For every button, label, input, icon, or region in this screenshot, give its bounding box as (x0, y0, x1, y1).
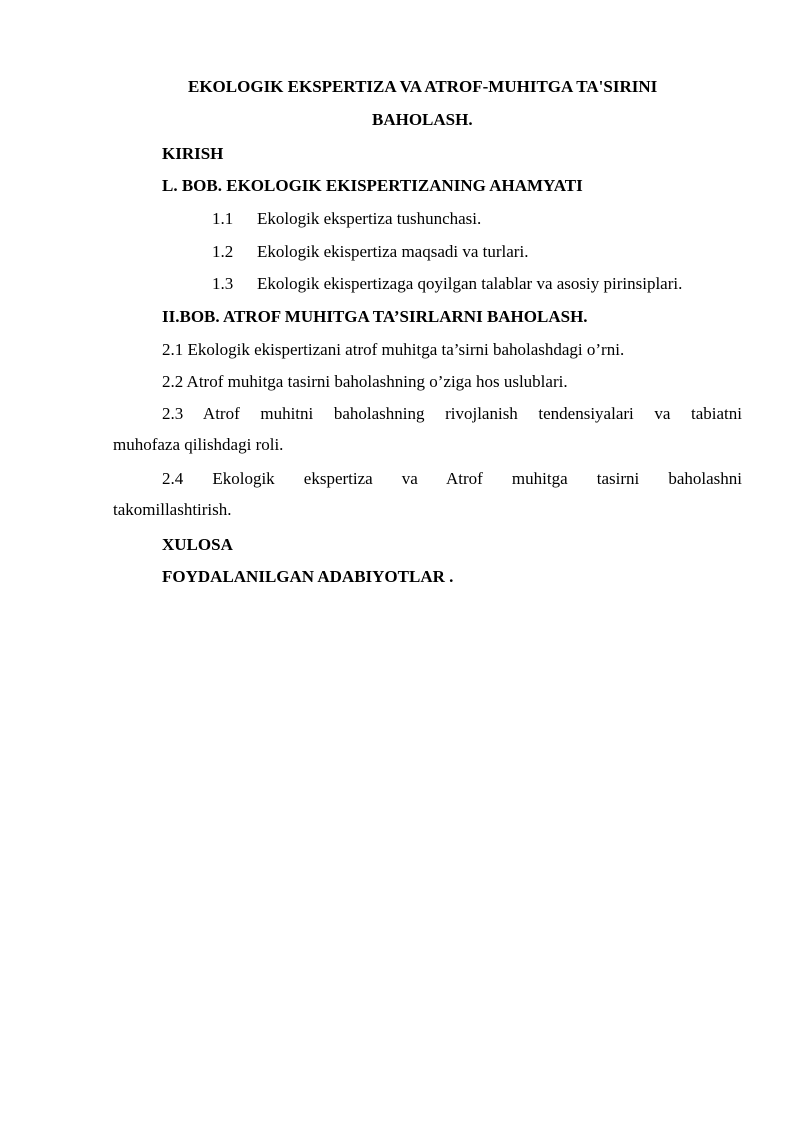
toc-item-2-4-line-1: 2.4 Ekologik ekspertiza va Atrof muhitga tasirni baholashni (162, 469, 742, 488)
toc-item-2-1: 2.1 Ekologik ekispertizani atrof muhitga ta’sirni baholashdagi o’rni. (162, 340, 625, 359)
toc-item-text: Ekologik ekispertizaga qoyilgan talablar va asosiy pirinsiplari. (257, 274, 683, 293)
toc-item-2-2: 2.2 Atrof muhitga tasirni baholashning o’ziga hos uslublari. (162, 372, 568, 391)
toc-item-text: Ekologik ekispertiza maqsadi va turlari. (257, 242, 529, 261)
toc-item-number: 1.3 (212, 274, 234, 293)
toc-conclusion: XULOSA (162, 535, 233, 554)
toc-item-1-2 (212, 242, 528, 262)
toc-item-text: Ekologik ekspertiza tushunchasi. (257, 209, 482, 228)
toc-references: FOYDALANILGAN ADABIYOTLAR . (162, 567, 454, 586)
toc-chapter1-heading: L. BOB. EKOLOGIK EKISPERTIZANING AHAMYATI (162, 176, 583, 195)
toc-item-1-3 (212, 274, 682, 294)
toc-intro: KIRISH (162, 144, 224, 163)
toc-item-number: 1.1 (212, 209, 234, 228)
document-title-line-1: EKOLOGIK EKSPERTIZA VA ATROF-MUHITGA TA'SIRINI (188, 77, 658, 96)
toc-chapter2-heading: II.BOB. ATROF MUHITGA TA’SIRLARNI BAHOLASH. (162, 307, 588, 326)
toc-item-2-3-line-2: muhofaza qilishdagi roli. (113, 435, 284, 454)
document-title-line-2: BAHOLASH. (372, 110, 473, 129)
toc-item-2-4-line-2: takomillashtirish. (113, 500, 232, 519)
toc-item-1-1 (212, 209, 481, 229)
toc-item-2-3-line-1: 2.3 Atrof muhitni baholashning rivojlanish tendensiyalari va tabiatni (162, 404, 742, 423)
toc-item-number: 1.2 (212, 242, 234, 261)
